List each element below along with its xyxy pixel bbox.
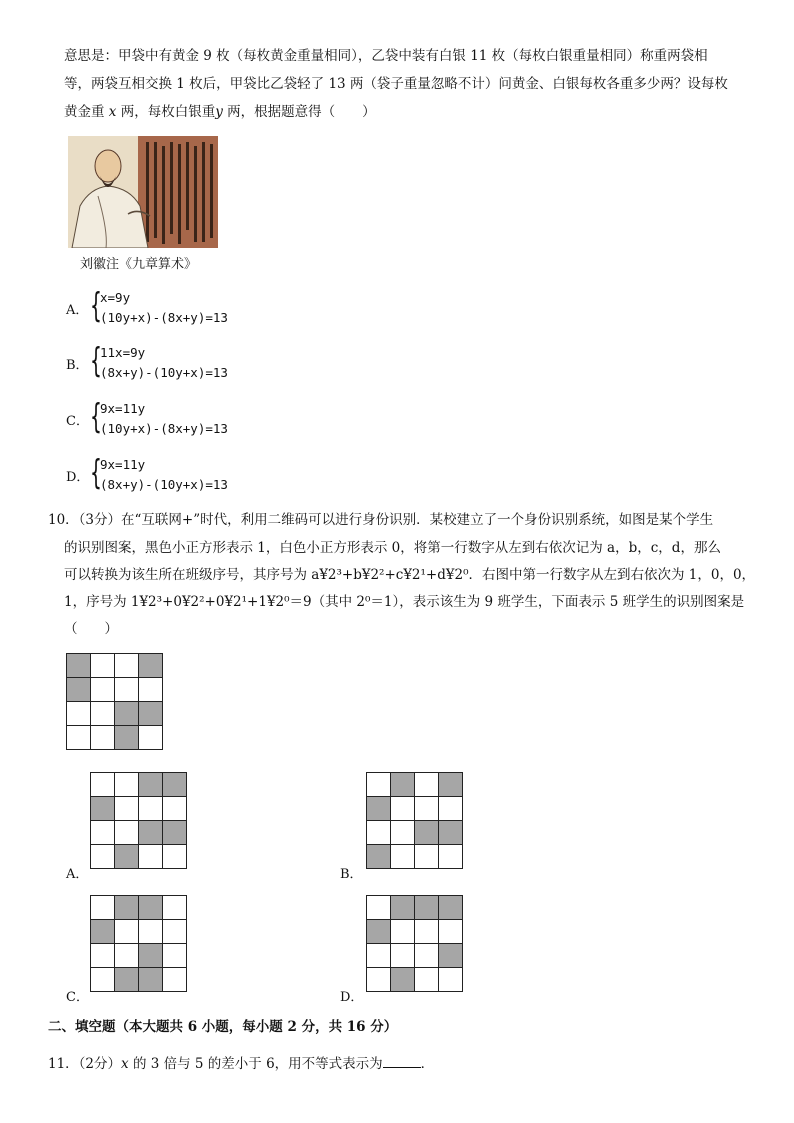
q10-choice-b-label[interactable]: B．	[340, 867, 363, 882]
white-cell	[91, 773, 115, 797]
white-cell	[163, 845, 187, 869]
white-cell	[91, 968, 115, 992]
black-cell	[67, 654, 91, 678]
white-cell	[415, 944, 439, 968]
white-cell	[367, 773, 391, 797]
q10-choice-d-label[interactable]: D．	[340, 990, 364, 1005]
white-cell	[391, 920, 415, 944]
black-cell	[367, 797, 391, 821]
white-cell	[367, 944, 391, 968]
white-cell	[163, 797, 187, 821]
white-cell	[115, 654, 139, 678]
white-cell	[91, 896, 115, 920]
black-cell	[139, 944, 163, 968]
white-cell	[91, 845, 115, 869]
white-cell	[115, 773, 139, 797]
white-cell	[415, 968, 439, 992]
q10-text-line-3: 可以转换为该生所在班级序号，其序号为 a¥2³+b¥2²+c¥2¹+d¥2⁰．右图中第一行数字从左到右依次为 1，0，0，	[64, 567, 756, 583]
brace-icon: {	[90, 286, 102, 326]
brace-icon: {	[90, 341, 102, 381]
black-cell	[67, 678, 91, 702]
black-cell	[163, 821, 187, 845]
q10-choice-b-pattern[interactable]	[366, 772, 463, 869]
black-cell	[115, 896, 139, 920]
q9-text-line-1: 意思是：甲袋中有黄金 9 枚（每枚黄金重量相同），乙袋中装有白银 11 枚（每枚白银重量相同）称重两袋相	[64, 48, 708, 64]
white-cell	[115, 821, 139, 845]
white-cell	[91, 678, 115, 702]
white-cell	[139, 726, 163, 750]
white-cell	[391, 821, 415, 845]
white-cell	[67, 702, 91, 726]
q10-text-line-1: 10．（3分）在“互联网+”时代，利用二维码可以进行身份识别．某校建立了一个身份识别系统，如图是某个学生	[48, 512, 714, 528]
white-cell	[415, 845, 439, 869]
black-cell	[91, 920, 115, 944]
black-cell	[439, 821, 463, 845]
white-cell	[163, 896, 187, 920]
q10-text-line-4: 1，序号为 1¥2³+0¥2²+0¥2¹+1¥2⁰＝9（其中 2⁰＝1），表示该生为 9 班学生，下面表示 5 班学生的识别图案是	[64, 594, 745, 610]
brace-icon: {	[90, 453, 102, 493]
white-cell	[391, 845, 415, 869]
white-cell	[163, 968, 187, 992]
white-cell	[367, 821, 391, 845]
q10-text-line-5: （ ）	[64, 621, 118, 637]
white-cell	[163, 944, 187, 968]
q9-text-line-3: 黄金重 x 两，每枚白银重y 两，根据题意得（ ）	[64, 104, 376, 120]
white-cell	[139, 678, 163, 702]
black-cell	[139, 821, 163, 845]
q10-text-line-2: 的识别图案，黑色小正方形表示 1，白色小正方形表示 0，将第一行数字从左到右依次记为 a，b，c，d，那么	[64, 540, 721, 556]
q10-choice-a-label[interactable]: A．	[66, 867, 89, 882]
answer-blank[interactable]	[383, 1053, 421, 1068]
black-cell	[139, 968, 163, 992]
white-cell	[115, 920, 139, 944]
white-cell	[139, 920, 163, 944]
white-cell	[91, 654, 115, 678]
black-cell	[163, 773, 187, 797]
black-cell	[115, 845, 139, 869]
black-cell	[115, 702, 139, 726]
q10-choice-d-pattern[interactable]	[366, 895, 463, 992]
black-cell	[139, 896, 163, 920]
white-cell	[67, 726, 91, 750]
white-cell	[91, 821, 115, 845]
black-cell	[439, 896, 463, 920]
black-cell	[415, 821, 439, 845]
q10-choice-c-pattern[interactable]	[90, 895, 187, 992]
black-cell	[139, 773, 163, 797]
white-cell	[115, 797, 139, 821]
black-cell	[439, 773, 463, 797]
white-cell	[415, 773, 439, 797]
white-cell	[439, 845, 463, 869]
black-cell	[439, 944, 463, 968]
white-cell	[139, 797, 163, 821]
black-cell	[91, 797, 115, 821]
q9-text-line-2: 等，两袋互相交换 1 枚后，甲袋比乙袋轻了 13 两（袋子重量忽略不计）问黄金、白银每枚各重多少两？设每枚	[64, 76, 728, 92]
black-cell	[367, 845, 391, 869]
white-cell	[367, 896, 391, 920]
white-cell	[439, 797, 463, 821]
white-cell	[439, 968, 463, 992]
black-cell	[391, 968, 415, 992]
white-cell	[91, 726, 115, 750]
black-cell	[115, 968, 139, 992]
black-cell	[367, 920, 391, 944]
black-cell	[139, 702, 163, 726]
white-cell	[139, 845, 163, 869]
white-cell	[391, 797, 415, 821]
white-cell	[391, 944, 415, 968]
q10-choice-c-label[interactable]: C．	[66, 990, 89, 1005]
black-cell	[391, 773, 415, 797]
white-cell	[91, 944, 115, 968]
brace-icon: {	[90, 397, 102, 437]
section-fill-in-blank-heading: 二、填空题（本大题共 6 小题，每小题 2 分，共 16 分）	[48, 1019, 398, 1035]
black-cell	[415, 896, 439, 920]
q11-text: 11．（2分）x 的 3 倍与 5 的差小于 6，用不等式表示为 ．	[48, 1053, 434, 1074]
black-cell	[139, 654, 163, 678]
white-cell	[367, 968, 391, 992]
portrait-caption: 刘徽注《九章算术》	[80, 257, 198, 272]
white-cell	[115, 678, 139, 702]
white-cell	[163, 920, 187, 944]
white-cell	[415, 797, 439, 821]
black-cell	[391, 896, 415, 920]
white-cell	[115, 944, 139, 968]
white-cell	[415, 920, 439, 944]
white-cell	[91, 702, 115, 726]
black-cell	[115, 726, 139, 750]
q10-choice-a-pattern[interactable]	[90, 772, 187, 869]
q10-example-pattern	[66, 653, 163, 750]
white-cell	[439, 920, 463, 944]
liu-hui-portrait-image	[68, 136, 218, 248]
